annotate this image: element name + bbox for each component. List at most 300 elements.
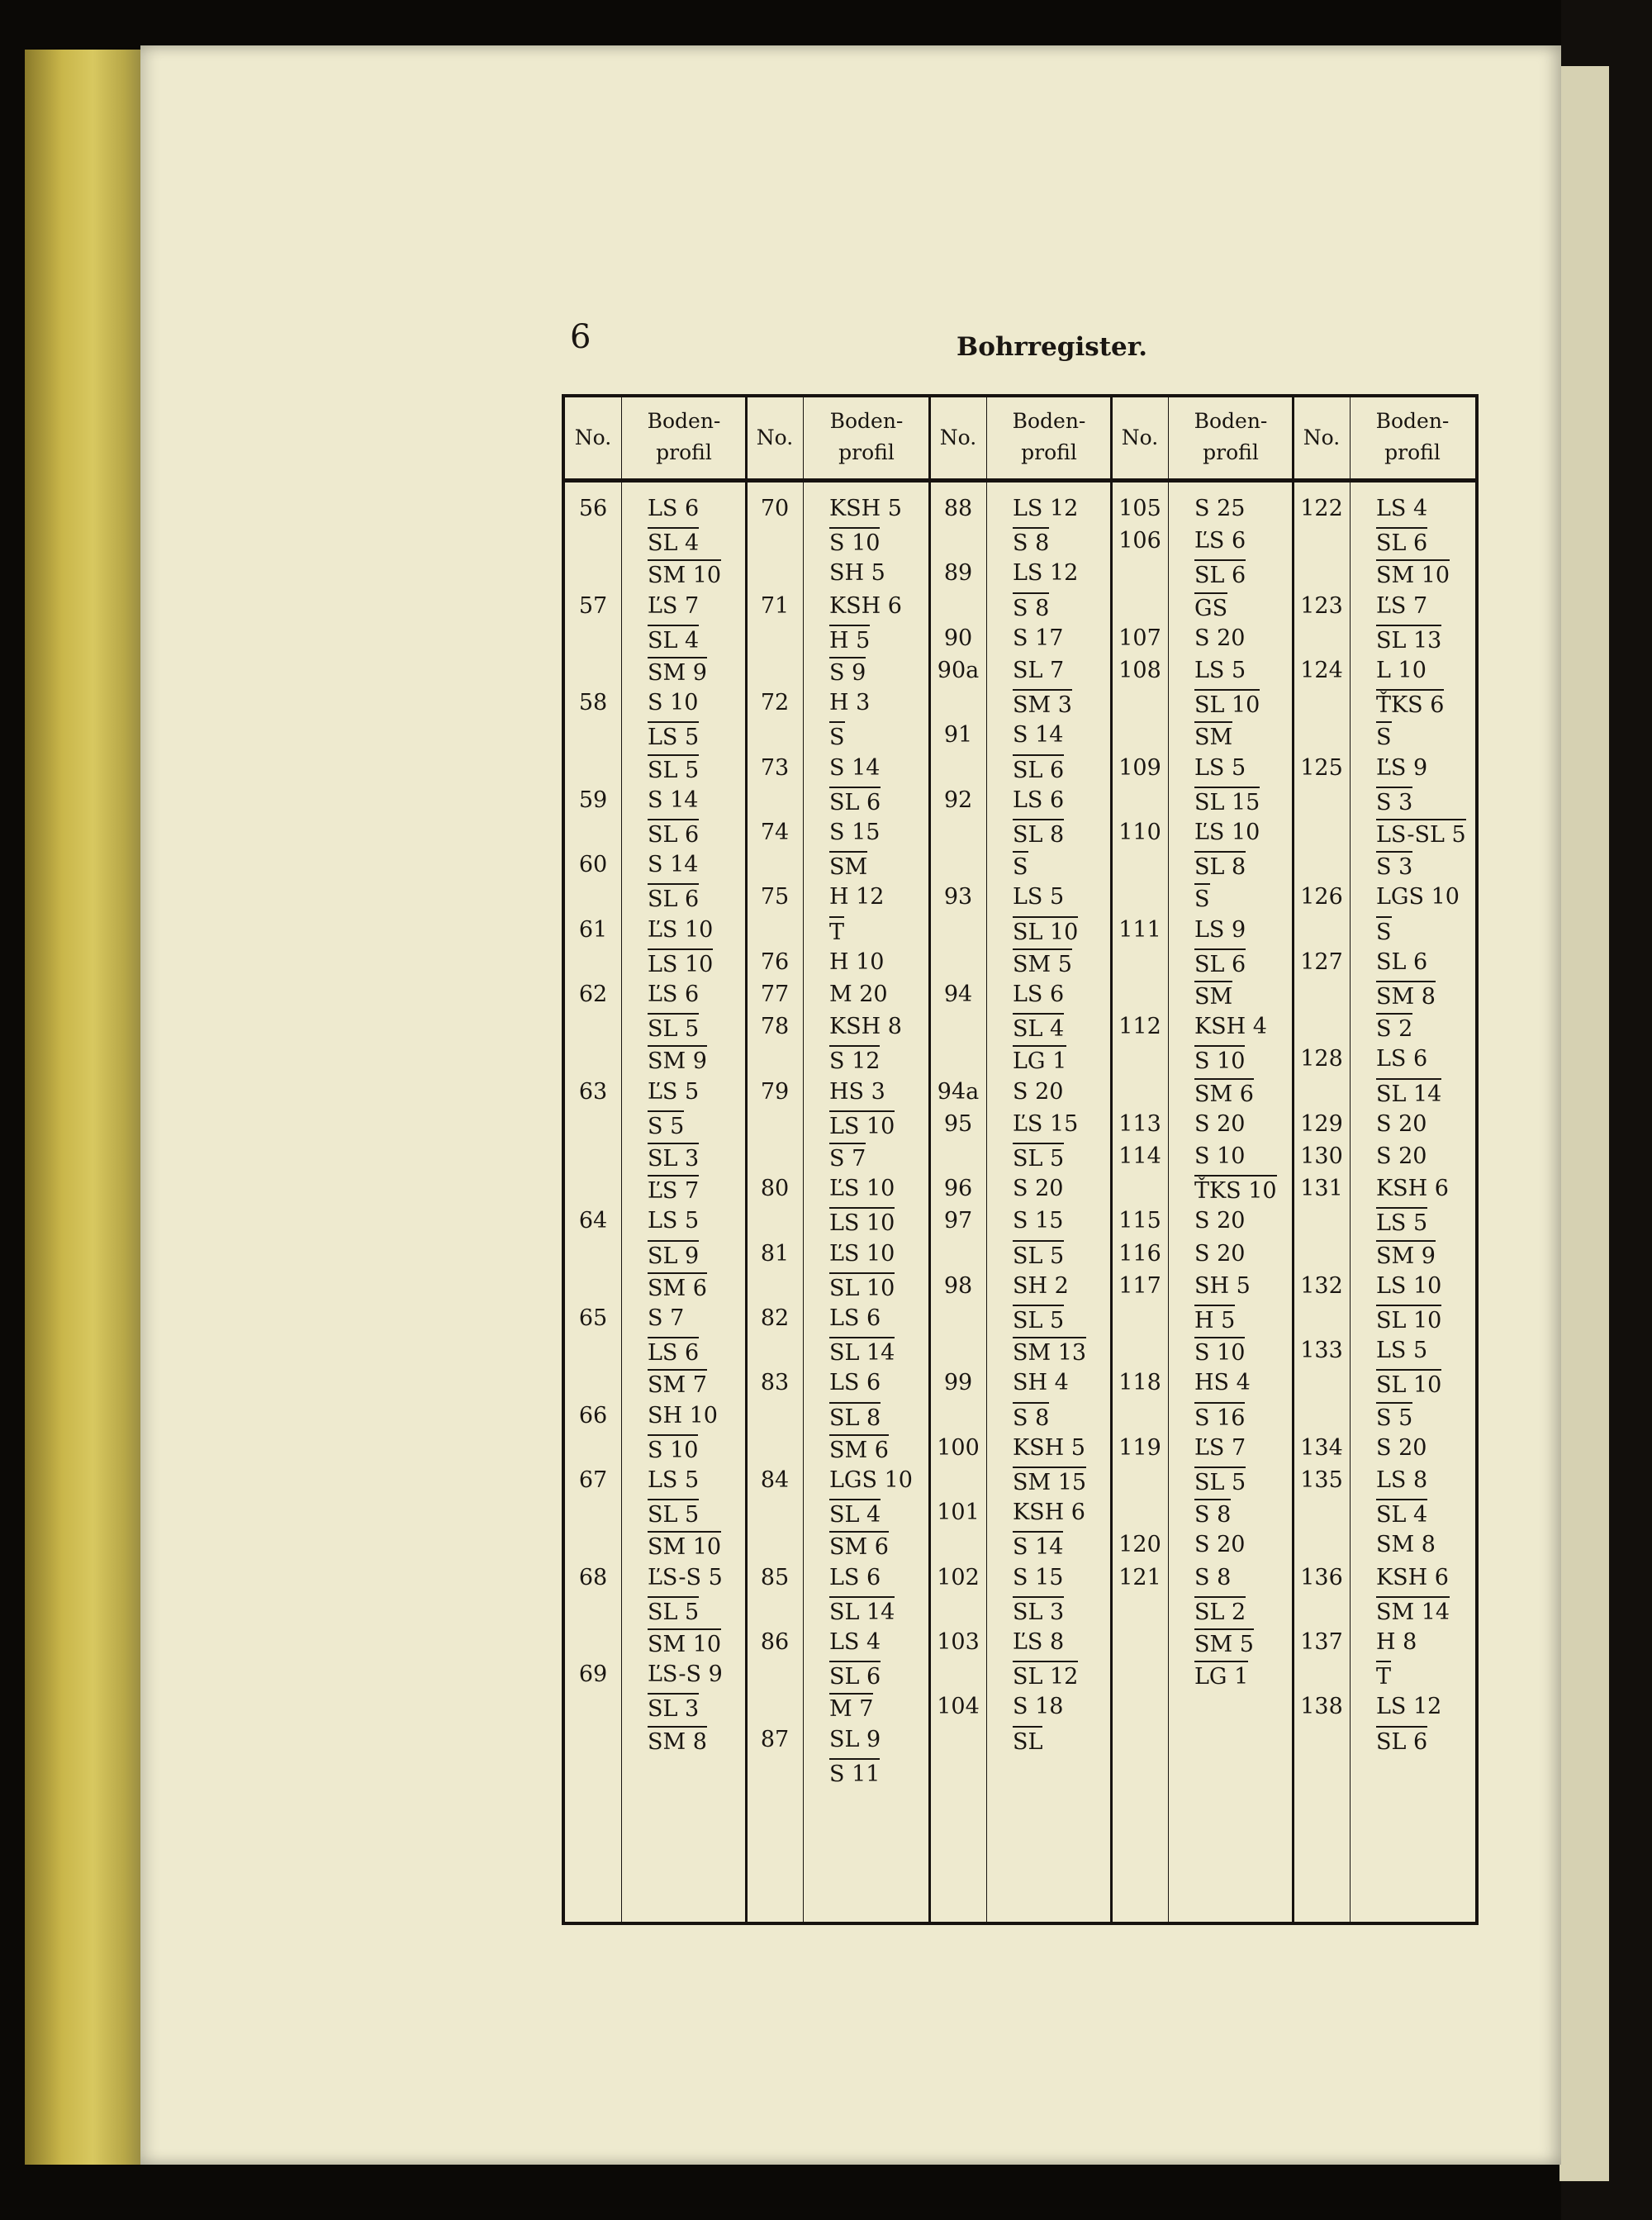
soil-profile-layer: HS 3 <box>829 1078 885 1105</box>
soil-profile-layer: S 8 <box>1013 527 1049 558</box>
soil-profile-layer: S 3 <box>1376 851 1412 882</box>
soil-profile-layer: LS 5 <box>1376 1207 1427 1238</box>
soil-profile-layer: ĽS 5 <box>648 1078 700 1105</box>
bore-number: 72 <box>760 690 790 716</box>
bore-number: 131 <box>1300 1176 1343 1202</box>
soil-profile-layer: SM 9 <box>648 657 707 687</box>
soil-profile-layer: SL 4 <box>648 527 699 558</box>
soil-profile-layer: S 14 <box>829 754 881 781</box>
soil-profile-layer: S 7 <box>829 1143 866 1173</box>
soil-profile-layer: S 18 <box>1013 1694 1064 1720</box>
bore-number: 127 <box>1300 948 1343 975</box>
soil-profile-layer: ĽS 7 <box>648 592 700 619</box>
bore-number: 124 <box>1300 658 1343 683</box>
soil-profile-layer: ĽS 6 <box>1194 528 1246 554</box>
soil-profile-layer: S 20 <box>1013 1078 1064 1105</box>
bore-number: 112 <box>1118 1014 1161 1040</box>
page-number: 6 <box>570 318 591 356</box>
soil-profile-layer: H 5 <box>829 625 870 655</box>
soil-profile-layer: SM 7 <box>648 1369 707 1400</box>
bore-number: 70 <box>760 496 790 521</box>
bore-number: 85 <box>760 1564 790 1590</box>
soil-profile-layer: LS 6 <box>829 1370 881 1396</box>
soil-profile-layer: SL 9 <box>829 1726 881 1752</box>
bore-number: 135 <box>1300 1467 1343 1493</box>
soil-profile-layer: SM <box>1194 721 1232 752</box>
soil-profile-layer: T <box>1376 1661 1391 1691</box>
soil-profile-layer: LS 5 <box>1013 884 1065 910</box>
soil-profile-layer: SL 5 <box>648 754 699 785</box>
soil-profile-layer: S 17 <box>1013 625 1064 651</box>
bore-number: 107 <box>1118 625 1161 651</box>
soil-profile-layer: LS 5 <box>648 1208 700 1234</box>
soil-profile-layer: SM 10 <box>1376 559 1450 590</box>
soil-profile-layer: SL 15 <box>1194 787 1260 817</box>
bore-number: 87 <box>760 1726 790 1752</box>
no-divider <box>803 397 804 1922</box>
bore-number: 81 <box>760 1240 790 1267</box>
soil-profile-layer: LS 6 <box>1013 982 1065 1007</box>
soil-profile-layer: S 10 <box>1194 1337 1245 1367</box>
soil-profile-layer: SM 9 <box>1376 1240 1436 1271</box>
soil-profile-layer: ĽS-S 5 <box>648 1564 723 1590</box>
soil-profile-layer: S <box>1194 883 1210 914</box>
soil-profile-layer: S 9 <box>829 657 866 687</box>
soil-profile-layer: LS 4 <box>1376 496 1428 521</box>
soil-profile-layer: SL 10 <box>829 1272 895 1303</box>
soil-profile-layer: SM 10 <box>648 1628 721 1659</box>
soil-profile-layer: SL 6 <box>1376 527 1427 558</box>
soil-profile-layer: LS 8 <box>1376 1467 1428 1493</box>
bore-number: 137 <box>1300 1629 1343 1655</box>
bore-number: 69 <box>578 1661 608 1688</box>
bore-number: 119 <box>1118 1434 1161 1461</box>
soil-profile-layer: ĽS 10 <box>1194 820 1260 845</box>
soil-profile-layer: ŤKS 10 <box>1194 1175 1277 1205</box>
soil-profile-layer: S 11 <box>829 1758 880 1789</box>
soil-profile-layer: SM 15 <box>1013 1467 1086 1497</box>
bore-number: 102 <box>937 1564 980 1590</box>
bore-number: 106 <box>1118 528 1161 554</box>
soil-profile-layer: SL 14 <box>829 1337 895 1367</box>
soil-profile-layer: LS 5 <box>1194 754 1246 781</box>
bore-number: 92 <box>943 787 973 813</box>
header-no: No. <box>756 425 794 449</box>
soil-profile-layer: S 20 <box>1013 1176 1064 1202</box>
bore-number: 86 <box>760 1629 790 1655</box>
soil-profile-layer: SH 2 <box>1013 1272 1069 1299</box>
soil-profile-layer: S 10 <box>648 1434 698 1465</box>
bore-number: 130 <box>1300 1143 1343 1169</box>
bore-number: 90a <box>937 658 980 683</box>
soil-profile-layer: LG 1 <box>1013 1045 1066 1076</box>
soil-profile-layer: S 5 <box>648 1110 684 1141</box>
bore-number: 104 <box>937 1694 980 1720</box>
soil-profile-layer: S 14 <box>648 852 699 878</box>
soil-profile-layer: SM 6 <box>829 1434 889 1465</box>
soil-profile-layer: SM 8 <box>648 1726 707 1757</box>
soil-profile-layer: SL 14 <box>829 1596 895 1627</box>
bore-number: 138 <box>1300 1694 1343 1720</box>
soil-profile-layer: ĽS 7 <box>1376 592 1428 619</box>
soil-profile-layer: LS-SL 5 <box>1376 819 1466 849</box>
soil-profile-layer: S 14 <box>648 787 699 813</box>
soil-profile-layer: LS 12 <box>1013 496 1079 521</box>
soil-profile-layer: SL 3 <box>1013 1596 1064 1627</box>
soil-profile-layer: SL 6 <box>1013 754 1064 785</box>
bore-number: 128 <box>1300 1046 1343 1072</box>
bore-number: 90 <box>943 625 973 651</box>
page-edges <box>25 50 149 2165</box>
soil-profile-layer: ĽS 7 <box>1194 1434 1246 1461</box>
soil-profile-layer: S 25 <box>1194 496 1246 521</box>
facing-page-edge <box>1559 66 1609 2181</box>
soil-profile-layer: S <box>1376 916 1392 947</box>
soil-profile-layer: LS 10 <box>829 1207 895 1238</box>
soil-profile-layer: T <box>829 916 844 947</box>
soil-profile-layer: H 8 <box>1376 1629 1417 1655</box>
bore-number: 68 <box>578 1564 608 1590</box>
header-bodenprofil: Boden- profil <box>1012 409 1086 464</box>
soil-profile-layer: SH 4 <box>1013 1370 1069 1396</box>
soil-profile-layer: LS 5 <box>648 1467 700 1493</box>
soil-profile-layer: SM 14 <box>1376 1596 1450 1627</box>
bore-number: 98 <box>943 1272 973 1299</box>
soil-profile-layer: S <box>829 721 845 752</box>
soil-profile-layer: M 7 <box>829 1693 873 1723</box>
header-rule <box>565 478 1475 483</box>
soil-profile-layer: SL <box>1013 1726 1042 1757</box>
soil-profile-layer: ŤKS 6 <box>1376 689 1444 720</box>
soil-profile-layer: SM 6 <box>648 1272 707 1303</box>
bore-number: 105 <box>1118 496 1161 521</box>
soil-profile-layer: SL 4 <box>648 625 699 655</box>
soil-profile-layer: S 20 <box>1194 1532 1246 1558</box>
bore-number: 79 <box>760 1078 790 1105</box>
no-divider <box>621 397 622 1922</box>
soil-profile-layer: SM <box>829 851 867 882</box>
soil-profile-layer: KSH 5 <box>829 496 902 521</box>
soil-profile-layer: SM 9 <box>648 1045 707 1076</box>
bore-number: 120 <box>1118 1532 1161 1558</box>
soil-profile-layer: S 15 <box>1013 1208 1064 1234</box>
soil-profile-layer: H 3 <box>829 690 871 716</box>
soil-profile-layer: LS 6 <box>829 1305 881 1331</box>
book-page <box>140 45 1561 2165</box>
soil-profile-layer: SM 8 <box>1376 981 1436 1011</box>
soil-profile-layer: S 7 <box>648 1305 685 1331</box>
bore-number: 97 <box>943 1208 973 1234</box>
header-no: No. <box>574 425 612 449</box>
soil-profile-layer: H 12 <box>829 884 885 910</box>
soil-profile-layer: SM 5 <box>1194 1628 1254 1659</box>
soil-profile-layer: SH 5 <box>829 560 885 587</box>
header-bodenprofil: Boden- profil <box>647 409 721 464</box>
soil-profile-layer: LS 10 <box>829 1110 895 1141</box>
soil-profile-layer: S 8 <box>1013 592 1049 623</box>
soil-profile-layer: S 14 <box>1013 722 1064 749</box>
bore-number: 74 <box>760 820 790 845</box>
soil-profile-layer: KSH 5 <box>1013 1434 1085 1461</box>
soil-profile-layer: SL 6 <box>829 1661 881 1691</box>
soil-profile-layer: SL 10 <box>1376 1305 1441 1335</box>
soil-profile-layer: ĽS 15 <box>1013 1110 1079 1137</box>
soil-profile-layer: KSH 6 <box>1376 1176 1449 1202</box>
soil-profile-layer: SM 10 <box>648 559 721 590</box>
soil-profile-layer: SL 10 <box>1013 916 1078 947</box>
soil-profile-layer: SL 9 <box>648 1240 699 1271</box>
soil-profile-layer: M 20 <box>829 982 888 1007</box>
soil-profile-layer: SL 13 <box>1376 625 1441 655</box>
soil-profile-layer: S 20 <box>1376 1110 1427 1137</box>
soil-profile-layer: LS 6 <box>829 1564 881 1590</box>
soil-profile-layer: SM 5 <box>1013 948 1072 979</box>
bore-number: 113 <box>1118 1110 1161 1137</box>
soil-profile-layer: SL 7 <box>1013 658 1065 683</box>
soil-profile-layer: SL 12 <box>1013 1661 1078 1691</box>
bore-number: 67 <box>578 1467 608 1493</box>
bore-number: 58 <box>578 690 608 716</box>
soil-profile-layer: S 15 <box>829 820 881 845</box>
bore-number: 84 <box>760 1467 790 1493</box>
soil-profile-layer: SL 5 <box>1013 1143 1064 1173</box>
soil-profile-layer: SM 10 <box>648 1531 721 1562</box>
soil-profile-layer: LS 5 <box>648 721 699 752</box>
soil-profile-layer: S <box>1013 851 1028 882</box>
soil-profile-layer: LGS 10 <box>1376 884 1460 910</box>
soil-profile-layer: LS 5 <box>1376 1338 1428 1364</box>
bore-number: 64 <box>578 1208 608 1234</box>
bore-number: 82 <box>760 1305 790 1331</box>
soil-profile-layer: GS <box>1194 592 1227 623</box>
soil-profile-layer: LG 1 <box>1194 1661 1248 1691</box>
soil-profile-layer: S 14 <box>1013 1531 1063 1562</box>
bore-number: 123 <box>1300 592 1343 619</box>
soil-profile-layer: SL 5 <box>1194 1467 1246 1497</box>
soil-profile-layer: S 8 <box>1194 1499 1231 1529</box>
bore-number: 57 <box>578 592 608 619</box>
bore-number: 111 <box>1118 916 1161 943</box>
soil-profile-layer: S 20 <box>1376 1434 1427 1461</box>
soil-profile-layer: SL 10 <box>1194 689 1260 720</box>
bore-number: 91 <box>943 722 973 749</box>
soil-profile-layer: SH 10 <box>648 1402 718 1429</box>
soil-profile-layer: SL 6 <box>1376 948 1428 975</box>
bore-number: 136 <box>1300 1564 1343 1590</box>
soil-profile-layer: SM 8 <box>1376 1532 1436 1558</box>
soil-profile-layer: SL 5 <box>648 1596 699 1627</box>
soil-profile-layer: LS 12 <box>1376 1694 1442 1720</box>
soil-profile-layer: S 3 <box>1376 787 1412 817</box>
soil-profile-layer: SL 3 <box>648 1693 699 1723</box>
soil-profile-layer: ĽS 6 <box>648 982 700 1007</box>
soil-profile-layer: ĽS-S 9 <box>648 1661 723 1688</box>
soil-profile-layer: S 10 <box>648 690 699 716</box>
bore-number: 61 <box>578 916 608 943</box>
bore-number: 94 <box>943 982 973 1007</box>
bore-number: 62 <box>578 982 608 1007</box>
header-no: No. <box>1121 425 1159 449</box>
no-divider <box>1350 397 1351 1922</box>
soil-profile-layer: SL 3 <box>648 1143 699 1173</box>
soil-profile-layer: SL 5 <box>1013 1240 1064 1271</box>
soil-profile-layer: ĽS 10 <box>829 1176 895 1202</box>
bore-number: 83 <box>760 1370 790 1396</box>
bore-number: 65 <box>578 1305 608 1331</box>
bore-number: 99 <box>943 1370 973 1396</box>
bore-number: 60 <box>578 852 608 878</box>
bore-number: 101 <box>937 1500 980 1526</box>
soil-profile-layer: LS 6 <box>1013 787 1065 813</box>
soil-profile-layer: S 2 <box>1376 1013 1412 1043</box>
bore-number: 88 <box>943 496 973 521</box>
soil-profile-layer: S 20 <box>1194 1240 1246 1267</box>
soil-profile-layer: S 20 <box>1194 625 1246 651</box>
soil-profile-layer: KSH 4 <box>1194 1014 1267 1040</box>
no-divider <box>986 397 987 1922</box>
soil-profile-layer: LS 5 <box>1194 658 1246 683</box>
soil-profile-layer: SL 5 <box>648 1499 699 1529</box>
soil-profile-layer: SL 8 <box>829 1402 881 1433</box>
soil-profile-layer: S 5 <box>1376 1402 1412 1433</box>
soil-profile-layer: SM <box>1194 981 1232 1011</box>
bore-number: 110 <box>1118 820 1161 845</box>
header-no: No. <box>1303 425 1341 449</box>
soil-profile-layer: SL 2 <box>1194 1596 1246 1627</box>
bore-number: 77 <box>760 982 790 1007</box>
soil-profile-layer: ĽS 10 <box>648 916 714 943</box>
bore-number: 71 <box>760 592 790 619</box>
bore-number: 95 <box>943 1110 973 1137</box>
bore-number: 115 <box>1118 1208 1161 1234</box>
soil-profile-layer: SL 6 <box>1194 948 1246 979</box>
soil-profile-layer: SL 6 <box>829 787 881 817</box>
soil-profile-layer: ĽS 9 <box>1376 754 1428 781</box>
soil-profile-layer: S 10 <box>829 527 880 558</box>
soil-profile-layer: SL 10 <box>1376 1369 1441 1400</box>
soil-profile-layer: LS 6 <box>648 1337 699 1367</box>
soil-profile-layer: SM 6 <box>829 1531 889 1562</box>
soil-profile-layer: LS 10 <box>1376 1272 1442 1299</box>
bore-number: 63 <box>578 1078 608 1105</box>
header-bodenprofil: Boden- profil <box>829 409 904 464</box>
soil-profile-layer: S 12 <box>829 1045 880 1076</box>
soil-profile-layer: SL 4 <box>1013 1013 1064 1043</box>
soil-profile-layer: KSH 6 <box>1376 1564 1449 1590</box>
soil-profile-layer: S 10 <box>1194 1143 1246 1169</box>
soil-profile-layer: ĽS 7 <box>648 1175 699 1205</box>
bore-number: 66 <box>578 1402 608 1429</box>
soil-profile-layer: S 20 <box>1194 1208 1246 1234</box>
soil-profile-layer: SH 5 <box>1194 1272 1251 1299</box>
soil-profile-layer: H 5 <box>1194 1305 1235 1335</box>
soil-profile-layer: S 15 <box>1013 1564 1064 1590</box>
soil-profile-layer: LS 9 <box>1194 916 1246 943</box>
bore-number: 76 <box>760 948 790 975</box>
soil-profile-layer: SM 13 <box>1013 1337 1086 1367</box>
bore-number: 73 <box>760 754 790 781</box>
bore-number: 94a <box>937 1078 980 1105</box>
soil-profile-layer: SL 5 <box>648 1013 699 1043</box>
soil-profile-layer: LGS 10 <box>829 1467 913 1493</box>
soil-profile-layer: L 10 <box>1376 658 1427 683</box>
soil-profile-layer: SL 8 <box>1194 851 1246 882</box>
column-divider <box>745 397 748 1922</box>
soil-profile-layer: KSH 6 <box>829 592 902 619</box>
header-bodenprofil: Boden- profil <box>1194 409 1268 464</box>
soil-profile-layer: LS 10 <box>648 948 713 979</box>
bore-number: 78 <box>760 1014 790 1040</box>
bore-number: 114 <box>1118 1143 1161 1169</box>
soil-profile-layer: SL 8 <box>1013 819 1064 849</box>
soil-profile-layer: S <box>1376 721 1392 752</box>
header-no: No. <box>939 425 977 449</box>
soil-profile-layer: KSH 6 <box>1013 1500 1085 1526</box>
soil-profile-layer: LS 4 <box>829 1629 881 1655</box>
soil-profile-layer: SL 6 <box>1376 1726 1427 1757</box>
soil-profile-layer: SM 6 <box>1194 1078 1254 1109</box>
running-title: Bohrregister. <box>957 332 1148 362</box>
soil-profile-layer: S 8 <box>1013 1402 1049 1433</box>
bore-number: 134 <box>1300 1434 1343 1461</box>
no-divider <box>1168 397 1169 1922</box>
bore-number: 75 <box>760 884 790 910</box>
soil-profile-layer: S 8 <box>1194 1564 1232 1590</box>
bore-number: 80 <box>760 1176 790 1202</box>
soil-profile-layer: SL 6 <box>1194 559 1246 590</box>
soil-profile-layer: ĽS 10 <box>829 1240 895 1267</box>
soil-profile-layer: ĽS 8 <box>1013 1629 1065 1655</box>
soil-profile-layer: LS 12 <box>1013 560 1079 587</box>
bore-number: 116 <box>1118 1240 1161 1267</box>
bore-number: 108 <box>1118 658 1161 683</box>
soil-profile-layer: SL 14 <box>1376 1078 1441 1109</box>
soil-profile-layer: HS 4 <box>1194 1370 1251 1396</box>
bore-number: 109 <box>1118 754 1161 781</box>
soil-profile-layer: LS 6 <box>648 496 700 521</box>
header-bodenprofil: Boden- profil <box>1375 409 1450 464</box>
bohrregister-table <box>562 394 1479 1925</box>
bore-number: 126 <box>1300 884 1343 910</box>
bore-number: 133 <box>1300 1338 1343 1364</box>
soil-profile-layer: S 16 <box>1194 1402 1245 1433</box>
soil-profile-layer: SL 6 <box>648 819 699 849</box>
soil-profile-layer: S 10 <box>1194 1045 1245 1076</box>
bore-number: 96 <box>943 1176 973 1202</box>
soil-profile-layer: SL 4 <box>829 1499 881 1529</box>
soil-profile-layer: H 10 <box>829 948 885 975</box>
bore-number: 132 <box>1300 1272 1343 1299</box>
bore-number: 89 <box>943 560 973 587</box>
bore-number: 117 <box>1118 1272 1161 1299</box>
bore-number: 125 <box>1300 754 1343 781</box>
soil-profile-layer: SL 5 <box>1013 1305 1064 1335</box>
soil-profile-layer: S 20 <box>1376 1143 1427 1169</box>
soil-profile-layer: LS 6 <box>1376 1046 1428 1072</box>
bore-number: 93 <box>943 884 973 910</box>
bore-number: 103 <box>937 1629 980 1655</box>
bore-number: 118 <box>1118 1370 1161 1396</box>
bore-number: 122 <box>1300 496 1343 521</box>
soil-profile-layer: SL 6 <box>648 883 699 914</box>
soil-profile-layer: KSH 8 <box>829 1014 902 1040</box>
bore-number: 100 <box>937 1434 980 1461</box>
bore-number: 129 <box>1300 1110 1343 1137</box>
bore-number: 121 <box>1118 1564 1161 1590</box>
bore-number: 56 <box>578 496 608 521</box>
soil-profile-layer: SL 4 <box>1376 1499 1427 1529</box>
soil-profile-layer: S 20 <box>1194 1110 1246 1137</box>
